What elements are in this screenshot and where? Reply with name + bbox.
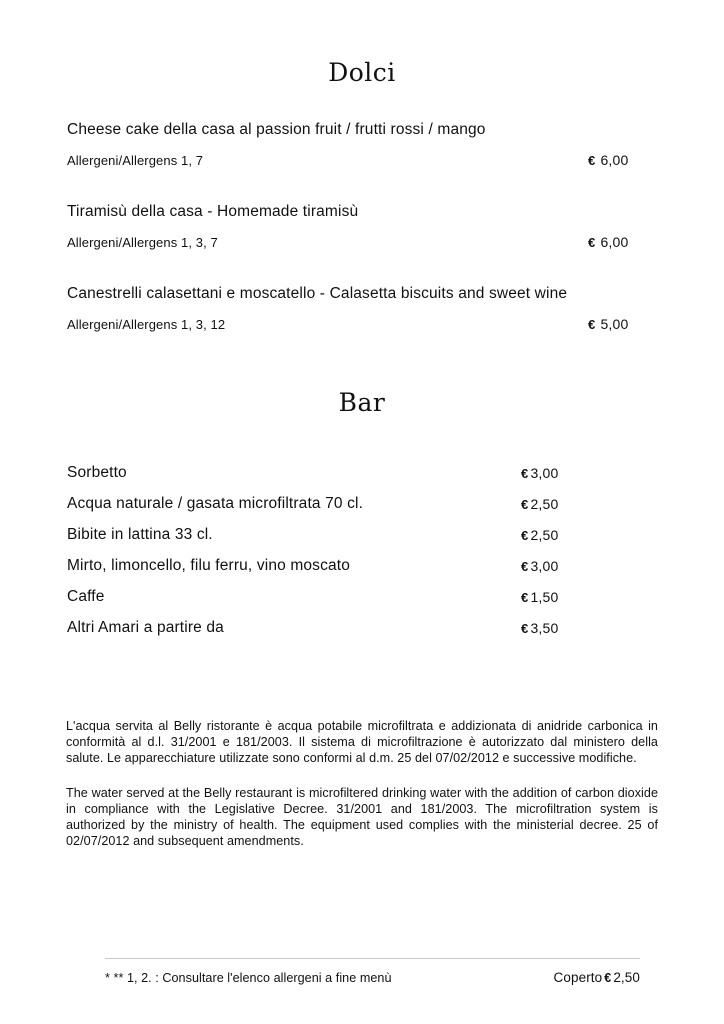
euro-symbol: € xyxy=(521,590,529,605)
footer-allergen-note: * ** 1, 2. : Consultare l'elenco allergeni a fine menù xyxy=(105,971,392,985)
bar-item-name: Caffe xyxy=(67,588,105,605)
price-value: 3,00 xyxy=(530,465,559,481)
euro-symbol: € xyxy=(521,497,529,512)
dolci-item-list xyxy=(0,121,724,333)
dish-meta-row xyxy=(67,152,660,169)
dish-allergens: Allergeni/Allergens 1, 3, 12 xyxy=(67,317,226,332)
bar-item-list xyxy=(0,463,724,649)
euro-symbol: € xyxy=(521,528,529,543)
footer-row xyxy=(105,969,640,987)
price-value: 3,50 xyxy=(530,620,559,636)
page-footer xyxy=(105,958,640,987)
bar-item-name: Acqua naturale / gasata microfiltrata 70 cl. xyxy=(67,495,364,512)
bar-item-name: Mirto, limoncello, filu ferru, vino moscato xyxy=(67,557,350,574)
euro-symbol: € xyxy=(521,559,529,574)
bar-item-name: Altri Amari a partire da xyxy=(67,619,224,636)
bar-item-price xyxy=(521,463,559,484)
euro-symbol: € xyxy=(521,466,529,481)
cover-label: Coperto xyxy=(553,970,603,985)
bar-item-price xyxy=(521,494,559,515)
dish-allergens: Allergeni/Allergens 1, 3, 7 xyxy=(67,235,218,250)
euro-symbol: € xyxy=(588,317,596,332)
price-value: 5,00 xyxy=(600,316,629,332)
price-value: 6,00 xyxy=(600,152,629,168)
price-value: 3,00 xyxy=(530,558,559,574)
dish-price xyxy=(588,234,629,251)
section-bar xyxy=(0,388,724,649)
price-value: 2,50 xyxy=(530,527,559,543)
menu-item xyxy=(0,618,724,649)
menu-item xyxy=(0,285,724,333)
dish-allergens: Allergeni/Allergens 1, 7 xyxy=(67,153,204,168)
menu-item xyxy=(0,556,724,587)
bar-item-price xyxy=(521,556,559,577)
bar-item-price xyxy=(521,587,559,608)
menu-item xyxy=(0,525,724,556)
menu-item xyxy=(0,494,724,525)
footer-divider xyxy=(105,958,640,959)
dish-price xyxy=(588,152,629,169)
dish-name: Canestrelli calasettani e moscatello - Calasetta biscuits and sweet wine xyxy=(67,285,568,302)
bar-item-name: Bibite in lattina 33 cl. xyxy=(67,526,213,543)
price-value: 1,50 xyxy=(530,589,559,605)
water-notes xyxy=(66,718,658,849)
euro-symbol: € xyxy=(521,621,529,636)
cover-price: 2,50 xyxy=(613,970,640,985)
dish-name: Tiramisù della casa - Homemade tiramisù xyxy=(67,203,359,220)
water-note-english: The water served at the Belly restaurant is microfiltered drinking water with the addition of carbon dioxide in compliance with the Legislative Decree. 31/2001 and 181/2003. The microfiltration system is authorized by the ministry of health. The equipment used complies with the ministerial decree. 25 of 02/07/2012 and subsequent amendments. xyxy=(66,785,658,849)
menu-item xyxy=(0,587,724,618)
bar-item-price xyxy=(521,618,559,639)
bar-item-name: Sorbetto xyxy=(67,464,127,481)
euro-symbol: € xyxy=(588,153,596,168)
dish-meta-row xyxy=(67,316,660,333)
price-value: 6,00 xyxy=(600,234,629,250)
section-heading-dolci: Dolci xyxy=(328,58,396,87)
footer-cover-charge xyxy=(554,969,640,987)
euro-symbol: € xyxy=(604,971,612,985)
euro-symbol: € xyxy=(588,235,596,250)
menu-item xyxy=(0,463,724,494)
dish-price xyxy=(588,316,629,333)
menu-item xyxy=(0,121,724,169)
price-value: 2,50 xyxy=(530,496,559,512)
water-note-italian: L'acqua servita al Belly ristorante è acqua potabile microfiltrata e addizionata di anidride carbonica in conformità al d.l. 31/2001 e 181/2003. Il sistema di microfiltrazione è autorizzato dal ministero della salute. Le apparecchiature utilizzate sono conformi al d.m. 25 del 07/02/2012 e successive modifiche. xyxy=(66,719,658,766)
dish-meta-row xyxy=(67,234,660,251)
menu-item xyxy=(0,203,724,251)
dish-name: Cheese cake della casa al passion fruit / frutti rossi / mango xyxy=(67,121,486,138)
section-heading-bar: Bar xyxy=(338,388,386,417)
bar-item-price xyxy=(521,525,559,546)
section-dolci xyxy=(0,58,724,333)
